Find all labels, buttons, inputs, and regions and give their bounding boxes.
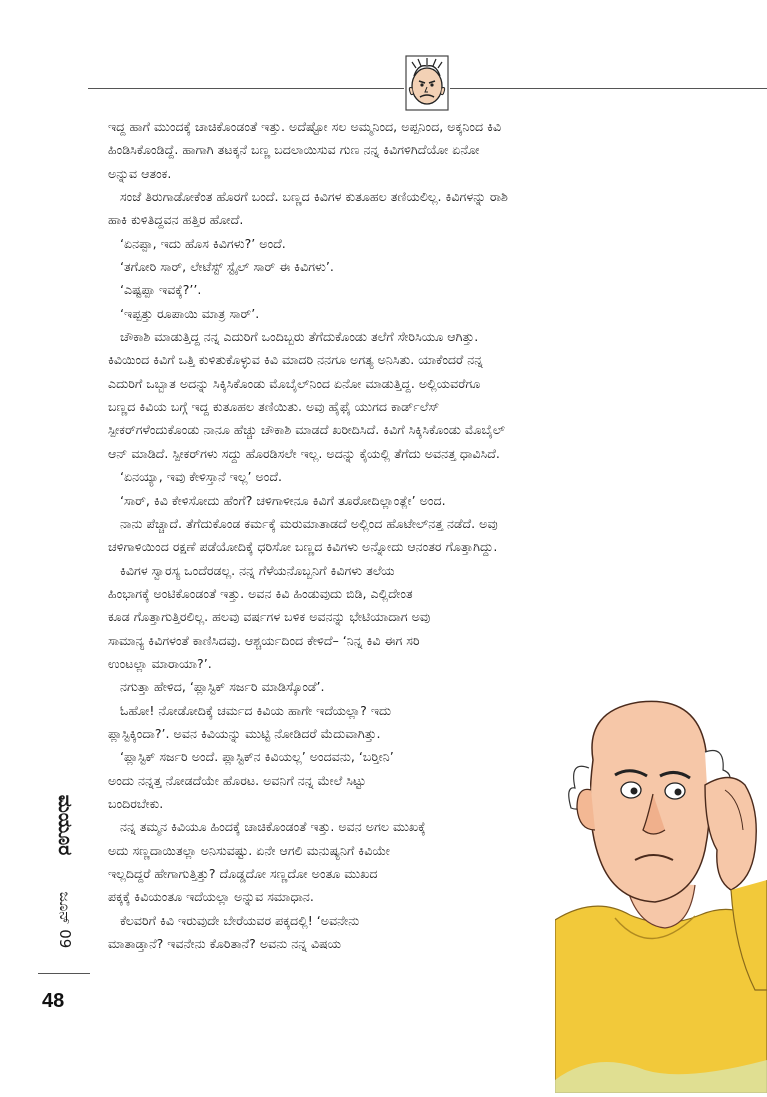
text-line: ಹಿಂಡಿಸಿಕೊಂಡಿದ್ದೆ. ಹಾಗಾಗಿ ತಟಕ್ಕನೆ ಬಣ್ಣ ಬದಲಾಯಿಸುವ ಗುಣ ನನ್ನ ಕಿವಿಗಳಿಗಿದೆಯೋ ಏನೋ xyxy=(108,142,480,158)
text-line: ಮಾತಾಡ್ತಾನೆ? ಇವನೇನು ಕೊರಿತಾನೆ? ಅವನು ನನ್ನ ವಿಷಯ xyxy=(108,936,342,952)
text-line: ‘ಎಷ್ಟಪ್ಪಾ ಇವಕ್ಕೆ?’’. xyxy=(120,282,202,298)
text-line: ಉಂಟಲ್ಲಾ ಮಾರಾಯಾ?’. xyxy=(108,655,212,671)
text-line: ಚಳಿಗಾಳಿಯಿಂದ ರಕ್ಷಣೆ ಪಡೆಯೋದಿಕ್ಕೆ ಧರಿಸೋ ಬಣ್ಣದ ಕಿವಿಗಳು ಅನ್ನೋದು ಆನಂತರ ಗೊತ್ತಾಗಿದ್ದು. xyxy=(108,539,498,555)
man-touching-ear-illustration xyxy=(555,690,767,1093)
article-body xyxy=(108,115,628,955)
text-line: ಹಾಕಿ ಕುಳಿತಿದ್ದವನ ಹತ್ತಿರ ಹೋದೆ. xyxy=(108,212,244,228)
text-line: ಬಣ್ಣದ ಕಿವಿಯ ಬಗ್ಗೆ ಇದ್ದ ಕುತೂಹಲ ತಣಿಯಿತು. ಅವು ಹೈಫೈ ಯುಗದ ಕಾರ್ಡ್‌ಲೆಸ್ xyxy=(108,399,440,415)
text-line: ಸಾಮಾನ್ಯ ಕಿವಿಗಳಂತೆ ಕಾಣಿಸಿದವು. ಆಶ್ಚರ್ಯದಿಂದ ಕೇಳಿದೆ– ‘ನಿನ್ನ ಕಿವಿ ಈಗ ಸರಿ xyxy=(108,632,420,648)
text-line: ‘ಇಪ್ಪತ್ತು ರೂಪಾಯಿ ಮಾತ್ರ ಸಾರ್’. xyxy=(120,305,260,321)
text-line: ಎದುರಿಗೆ ಒಬ್ಬಾತ ಅದನ್ನು ಸಿಕ್ಕಿಸಿಕೊಂಡು ಮೊಬೈಲ್‌ನಿಂದ ಏನೋ ಮಾಡುತ್ತಿದ್ದ. ಅಲ್ಲಿಯವರೆಗೂ xyxy=(108,375,481,391)
text-line: ನನ್ನ ತಮ್ಮನ ಕಿವಿಯೂ ಹಿಂದಕ್ಕೆ ಚಾಚಿಕೊಂಡಂತೆ ಇತ್ತು. ಅವನ ಅಗಲ ಮುಖಕ್ಕೆ xyxy=(120,819,426,835)
text-line: ಸ್ಪೀಕರ್‌ಗಳೆಂದುಕೊಂಡು ನಾನೂ ಹೆಚ್ಚು ಚೌಕಾಶಿ ಮಾಡದೆ ಖರೀದಿಸಿದೆ. ಕಿವಿಗೆ ಸಿಕ್ಕಿಸಿಕೊಂಡು ಮೊಬೈಲ್ xyxy=(108,422,505,438)
text-line: ಓಹೋ! ನೋಡೋದಿಕ್ಕೆ ಚರ್ಮದ ಕಿವಿಯ ಹಾಗೇ ಇದೆಯಲ್ಲಾ? ಇದು xyxy=(120,702,392,718)
text-line: ಇದ್ದ ಹಾಗೆ ಮುಂದಕ್ಕೆ ಚಾಚಿಕೊಂಡಂತೆ ಇತ್ತು. ಅದೆಷ್ಟೋ ಸಲ ಅಮ್ಮನಿಂದ, ಅಪ್ಪನಿಂದ, ಅಕ್ಕನಿಂದ ಕಿವಿ xyxy=(108,119,502,134)
text-line: ನಾನು ಪೆಚ್ಚಾದೆ. ತೆಗೆದುಕೊಂಡ ಕರ್ಮಕ್ಕೆ ಮರುಮಾತಾಡದೆ ಅಲ್ಲಿಂದ ಹೊಟೇಲ್‌ನತ್ತ ನಡೆದೆ. ಅವು xyxy=(120,515,498,531)
text-line: ಕಿವಿಯಿಂದ ಕಿವಿಗೆ ಒತ್ತಿ ಕುಳಿತುಕೊಳ್ಳುವ ಕಿವಿ ಮಾದರಿ ನನಗೂ ಅಗತ್ಯ ಅನಿಸಿತು. ಯಾಕೆಂದರೆ ನನ್ನ xyxy=(108,352,483,368)
text-line: ‘ತಗೋರಿ ಸಾರ್, ಲೇಟೆಸ್ಟ್ ಸ್ಟೈಲ್ ಸಾರ್ ಈ ಕಿವಿಗಳು’. xyxy=(120,259,334,275)
text-line: ಪ್ಲಾಸ್ಟಿಕ್ಕಿಂದಾ?’. ಅವನ ಕಿವಿಯನ್ನು ಮುಟ್ಟಿ ನೋಡಿದರೆ ಮೆದುವಾಗಿತ್ತು. xyxy=(108,725,381,741)
text-line: ಪಕ್ಕಕ್ಕೆ ಕಿವಿಯಂತೂ ಇದೆಯಲ್ಲಾ ಅನ್ನುವ ಸಮಾಧಾನ. xyxy=(108,889,314,905)
text-line: ಹಿಂಭಾಗಕ್ಕೆ ಅಂಟಿಕೊಂಡಂತೆ ಇತ್ತು. ಅವನ ಕಿವಿ ಹಿಂಡುವುದು ಬಿಡಿ, ಎಲ್ಲಿದೇಂತ xyxy=(108,585,413,601)
page-number: 48 xyxy=(42,990,65,1012)
text-line: ಕಿವಿಗಳ ಸ್ವಾರಸ್ಯ ಒಂದೆರಡಲ್ಲ. ನನ್ನ ಗೆಳೆಯನೊಬ್ಬನಿಗೆ ಕಿವಿಗಳು ತಲೆಯ xyxy=(120,562,395,578)
text-line: ಬಂದಿರಬೇಕು. xyxy=(108,795,164,811)
angry-face-icon xyxy=(404,54,450,112)
text-line: ನಗುತ್ತಾ ಹೇಳಿದ, ‘ಪ್ಲಾಸ್ಟಿಕ್ ಸರ್ಜರಿ ಮಾಡಿಸ್ಕೊಂಡೆ’. xyxy=(120,679,325,695)
text-line: ‘ಸಾರ್, ಕಿವಿ ಕೇಳಿಸೋದು ಹೆಂಗೆ? ಚಳಿಗಾಳೀನೂ ಕಿವಿಗೆ ತೂರೋದಿಲ್ಲಾಂತ್ಲೇ’ ಅಂದ. xyxy=(120,492,446,508)
magazine-title: ಮಯೂರ xyxy=(54,794,76,856)
text-line: ಆನ್ ಮಾಡಿದೆ. ಸ್ಪೀಕರ್‌ಗಳು ಸದ್ದು ಹೊರಡಿಸಲೇ ಇಲ್ಲ. ಅದನ್ನು ಕೈಯಲ್ಲಿ ತೆಗೆದು ಅವನತ್ತ ಧಾವಿಸಿದೆ. xyxy=(108,445,500,461)
text-line: ‘ಏನಪ್ಪಾ, ಇದು ಹೊಸ ಕಿವಿಗಳು?’ ಅಂದೆ. xyxy=(120,235,286,251)
text-line: ಸಂಜೆ ತಿರುಗಾಡೋಕೆಂತ ಹೊರಗೆ ಬಂದೆ. ಬಣ್ಣದ ಕಿವಿಗಳ ಕುತೂಹಲ ತಣಿಯಲಿಲ್ಲ. ಕಿವಿಗಳನ್ನು ರಾಶಿ xyxy=(120,189,508,205)
text-line: ‘ಏನಯ್ಯಾ, ಇವು ಕೇಳಿಸ್ತಾನೆ ಇಲ್ಲ’ ಅಂದೆ. xyxy=(120,469,283,485)
issue-date: ಜೂನ್ 09 xyxy=(56,891,74,949)
text-line: ಚೌಕಾಶಿ ಮಾಡುತ್ತಿದ್ದ ನನ್ನ ಎದುರಿಗೆ ಒಂದಿಬ್ಬರು ತೆಗೆದುಕೊಂಡು ತಲೆಗೆ ಸೇರಿಸಿಯೂ ಆಗಿತ್ತು. xyxy=(120,329,479,345)
text-line: ಅನ್ನುವ ಆತಂಕ. xyxy=(108,165,172,181)
text-line: ಕೆಲವರಿಗೆ ಕಿವಿ ಇರುವುದೇ ಬೇರೆಯವರ ಪಕ್ಕದಲ್ಲಿ! ‘ಅವನೇನು xyxy=(120,912,360,928)
text-line: ಅಂದು ನನ್ನತ್ತ ನೋಡದೆಯೇ ಹೊರಟ. ಅವನಿಗೆ ನನ್ನ ಮೇಲೆ ಸಿಟ್ಟು xyxy=(108,772,367,788)
text-line: ಅದು ಸಣ್ಣದಾಯಿತಲ್ಲಾ ಅನಿಸುವಷ್ಟು. ಏನೇ ಆಗಲಿ ಮನುಷ್ಯನಿಗೆ ಕಿವಿಯೇ xyxy=(108,842,390,858)
text-line: ಕೂಡ ಗೊತ್ತಾಗುತ್ತಿರಲಿಲ್ಲ. ಹಲವು ವರ್ಷಗಳ ಬಳಿಕ ಅವನನ್ನು ಭೇಟಿಯಾದಾಗ ಅವು xyxy=(108,609,431,625)
margin-rule xyxy=(38,973,90,974)
text-line: ‘ಪ್ಲಾಸ್ಟಿಕ್ ಸರ್ಜರಿ ಅಂದೆ. ಪ್ಲಾಸ್ಟಿಕ್‌ನ ಕಿವಿಯಲ್ಲ’ ಅಂದವನು, ‘ಬರ್‍ತೀನಿ’ xyxy=(120,749,394,765)
text-line: ಇಲ್ಲದಿದ್ದರೆ ಹೇಗಾಗುತ್ತಿತ್ತು? ದೊಡ್ಡದೋ ಸಣ್ಣದೋ ಅಂತೂ ಮುಖದ xyxy=(108,866,378,881)
